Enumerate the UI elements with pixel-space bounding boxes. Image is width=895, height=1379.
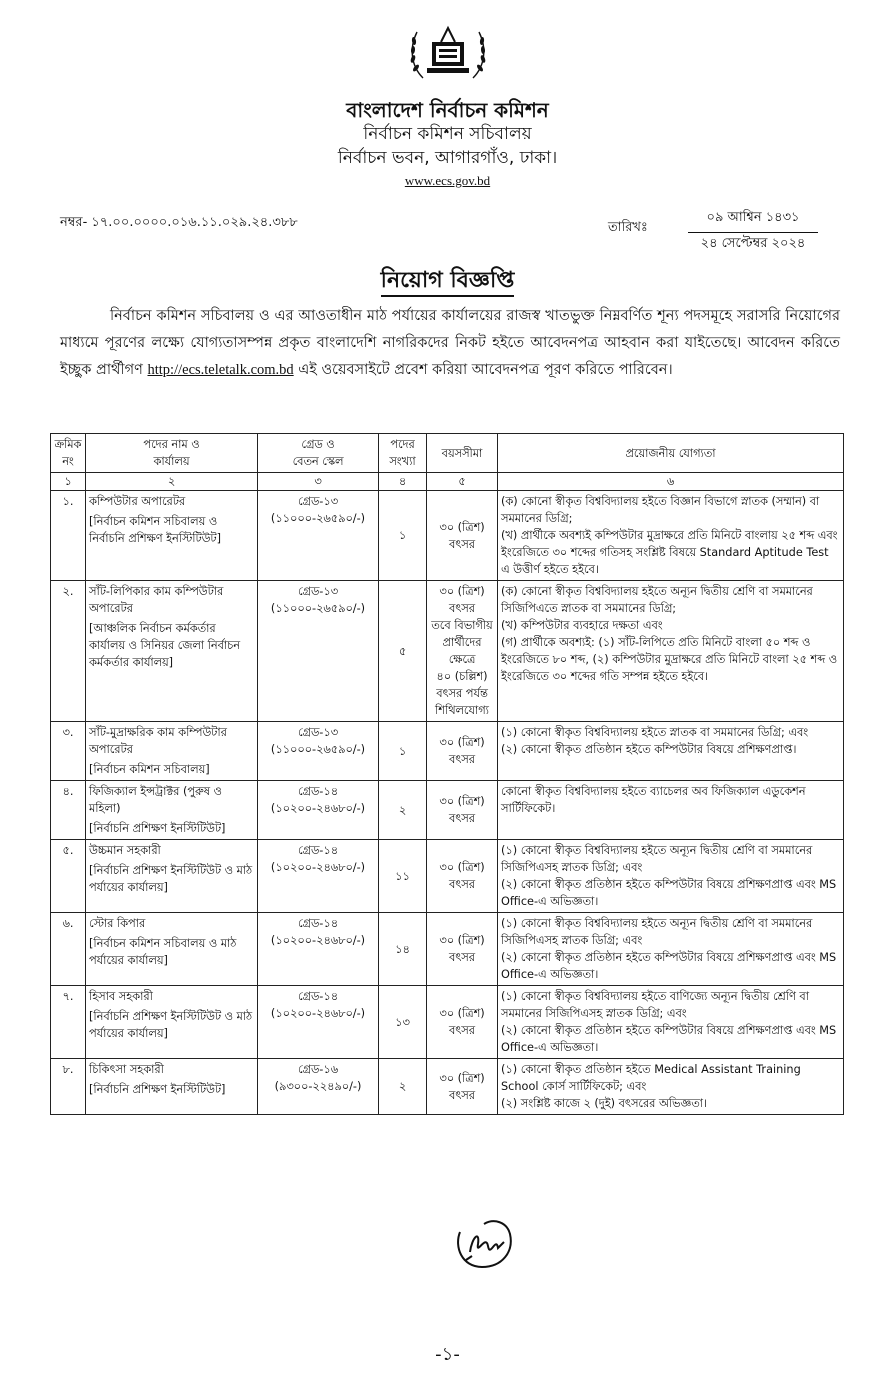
qualification-item: (২) কোনো স্বীকৃত প্রতিষ্ঠান হইতে কম্পিউটার বিষয়ে প্রশিক্ষণপ্রাপ্ত এবং MS Office-এ অভিজ্ঞতা। xyxy=(501,951,837,981)
grade-cell xyxy=(258,986,379,1059)
pay-scale: (৯৩০০-২২৪৯০/-) xyxy=(274,1080,362,1093)
post-office: [আঞ্চলিক নির্বাচন কর্মকর্তার কার্যালয় ও সিনিয়র জেলা নির্বাচন কর্মকর্তার কার্যালয়] xyxy=(89,622,241,669)
post-name: চিকিৎসা সহকারী xyxy=(89,1063,164,1076)
election-commission-emblem-icon xyxy=(403,18,493,86)
org-name: বাংলাদেশ নির্বাচন কমিশন xyxy=(346,98,549,122)
post-name: সাঁট-লিপিকার কাম কম্পিউটার অপারেটর xyxy=(89,585,224,615)
age-line: বৎসর xyxy=(448,1088,475,1102)
post-cell xyxy=(86,722,258,781)
col-index: ৫ xyxy=(427,473,498,491)
serial-cell: ১. xyxy=(51,491,86,581)
post-name: স্টোর কিপার xyxy=(89,917,146,930)
post-name: হিসাব সহকারী xyxy=(89,990,153,1003)
qualification-item: কোনো স্বীকৃত বিশ্ববিদ্যালয় হইতে ব্যাচেলর অব ফিজিক্যাল এডুকেশন সার্টিফিকেট। xyxy=(501,785,806,815)
col-index: ৪ xyxy=(379,473,427,491)
post-name: কম্পিউটার অপারেটর xyxy=(89,495,186,508)
post-name: উচ্চমান সহকারী xyxy=(89,844,161,857)
qualification-item: (খ) প্রার্থীকে অবশ্যই কম্পিউটার মুদ্রাক্ষরে প্রতি মিনিটে বাংলায় ২৫ শব্দ এবং ইংরেজিতে ৩০ শব্দের গতিসহ সংশ্লিষ্ট বিষয়ে Standard Aptitude Test এ উত্তীর্ণ হইতে হইবে। xyxy=(501,529,838,576)
website-link[interactable]: www.ecs.gov.bd xyxy=(404,173,491,188)
age-cell xyxy=(427,781,498,840)
qualification-cell xyxy=(498,722,844,781)
grade: গ্রেড-১৪ xyxy=(297,844,339,857)
pay-scale: (১০২০০-২৪৬৮০/-) xyxy=(270,861,366,874)
pay-scale: (১১০০০-২৬৫৯০/-) xyxy=(270,602,366,615)
qualification-item: (১) কোনো স্বীকৃত বিশ্ববিদ্যালয় হইতে অন্যূন দ্বিতীয় শ্রেণি বা সমমানের সিজিপিএসহ স্নাতক ডিগ্রি; এবং xyxy=(501,917,813,947)
serial-cell: ৮. xyxy=(51,1059,86,1115)
table-header-row xyxy=(51,434,844,473)
address: নির্বাচন ভবন, আগারগাঁও, ঢাকা। xyxy=(337,148,558,168)
table-row xyxy=(51,581,844,722)
notice-title-text: নিয়োগ বিজ্ঞপ্তি xyxy=(381,268,515,297)
column-index-row xyxy=(51,473,844,491)
col-index: ৬ xyxy=(498,473,844,491)
age-line: বৎসর xyxy=(448,951,475,964)
intro-text: নির্বাচন কমিশন সচিবালয় ও এর আওতাধীন মাঠ পর্যায়ের কার্যালয়ের রাজস্ব খাতভুক্ত নিম্নবর্ণিত শূন্য পদসমূহে সরাসরি নিয়োগের মাধ্যমে পূরণের লক্ষ্যে যোগ্যতাসম্পন্ন প্রকৃত বাংলাদেশি নাগরিকদের নিকট হইতে আবেদনপত্র আহবান করা যাইতেছে। আবেদন করিতে ইচ্ছুক প্রার্থীগণ xyxy=(60,308,840,378)
application-url[interactable]: http://ecs.teletalk.com.bd xyxy=(147,362,294,378)
pay-scale: (১১০০০-২৬৫৯০/-) xyxy=(270,743,366,756)
notice-title xyxy=(0,263,895,300)
intro-text-end: এই ওয়েবসাইটে প্রবেশ করিয়া আবেদনপত্র পূরণ করিতে পারিবেন। xyxy=(298,362,673,378)
serial-cell: ৪. xyxy=(51,781,86,840)
count-cell: ১ xyxy=(379,491,427,581)
qualification-item: (২) সংশ্লিষ্ট কাজে ২ (দুই) বৎসরের অভিজ্ঞতা। xyxy=(501,1097,707,1110)
qualification-item: (১) কোনো স্বীকৃত বিশ্ববিদ্যালয় হইতে বাণিজ্যে অন্যূন দ্বিতীয় শ্রেণি বা সমমানের সিজিপিএসহ স্নাতক ডিগ্রি; এবং xyxy=(501,990,809,1020)
age-line: ৩০ (ত্রিশ) xyxy=(439,795,485,808)
post-office: [নির্বাচনি প্রশিক্ষণ ইনস্টিটিউট] xyxy=(89,1083,226,1096)
count-cell: ১ xyxy=(379,722,427,781)
qualification-item: (১) কোনো স্বীকৃত বিশ্ববিদ্যালয় হইতে অন্যূন দ্বিতীয় শ্রেণি বা সমমানের সিজিপিএসহ স্নাতক ডিগ্রি; এবং xyxy=(501,844,813,874)
header-age: বয়সসীমা xyxy=(427,434,498,473)
pay-scale: (১১০০০-২৬৫৯০/-) xyxy=(270,512,366,525)
age-cell xyxy=(427,722,498,781)
header-grade: গ্রেড ও বেতন স্কেল xyxy=(258,434,379,473)
post-cell xyxy=(86,840,258,913)
grade-cell xyxy=(258,491,379,581)
age-line: ৩০ (ত্রিশ) xyxy=(439,585,485,598)
qualification-cell xyxy=(498,913,844,986)
secretariat-name: নির্বাচন কমিশন সচিবালয় xyxy=(363,124,532,144)
qualification-cell xyxy=(498,1059,844,1115)
date-bangla: ০৯ আশ্বিন ১৪৩১ xyxy=(688,208,818,233)
count-cell: ১১ xyxy=(379,840,427,913)
grade-cell xyxy=(258,581,379,722)
qualification-cell xyxy=(498,581,844,722)
post-office: [নির্বাচনি প্রশিক্ষণ ইনস্টিটিউট] xyxy=(89,822,226,835)
count-cell: ১৩ xyxy=(379,986,427,1059)
grade: গ্রেড-১৬ xyxy=(297,1063,339,1076)
qualification-item: (ক) কোনো স্বীকৃত বিশ্ববিদ্যালয় হইতে অন্যূন দ্বিতীয় শ্রেণি বা সমমানের সিজিপিএতে স্নাতক বা সমমানের ডিগ্রি; xyxy=(501,585,813,615)
header-post: পদের নাম ও কার্যালয় xyxy=(86,434,258,473)
age-line: বৎসর xyxy=(448,753,475,766)
count-cell: ১৪ xyxy=(379,913,427,986)
date-label: তারিখঃ xyxy=(608,220,648,235)
qualification-item: (গ) প্রার্থীকে অবশ্যই: (১) সাঁট-লিপিতে প্রতি মিনিটে বাংলা ৫০ শব্দ ও ইংরেজিতে ৮০ শব্দ, (২) কম্পিউটার মুদ্রাক্ষরে প্রতি মিনিটে বাংলা ২৫ শব্দ ও ইংরেজিতে ৩০ শব্দের গতি সম্পন্ন হইতে হইবে। xyxy=(501,636,838,683)
qualification-item: (২) কোনো স্বীকৃত প্রতিষ্ঠান হইতে কম্পিউটার বিষয়ে প্রশিক্ষণপ্রাপ্ত। xyxy=(501,743,797,756)
age-cell xyxy=(427,491,498,581)
table-row xyxy=(51,913,844,986)
header-serial: ক্রমিক নং xyxy=(51,434,86,473)
vacancy-table xyxy=(50,433,844,1115)
count-cell: ২ xyxy=(379,781,427,840)
age-line: বৎসর xyxy=(448,537,475,551)
grade: গ্রেড-১৩ xyxy=(297,585,339,598)
memo-number: নম্বর- ১৭.০০.০০০০.০১৬.১১.০২৯.২৪.৩৮৮ xyxy=(60,215,298,230)
serial-cell: ৩. xyxy=(51,722,86,781)
header-count: পদের সংখ্যা xyxy=(379,434,427,473)
pay-scale: (১০২০০-২৪৬৮০/-) xyxy=(270,1007,366,1020)
qualification-item: (১) কোনো স্বীকৃত প্রতিষ্ঠান হইতে Medical Assistant Training School কোর্স সার্টিফিকেট; এবং xyxy=(501,1063,801,1093)
serial-cell: ২. xyxy=(51,581,86,722)
serial-cell: ৭. xyxy=(51,986,86,1059)
age-line: ৪০ (চল্লিশ) xyxy=(436,670,488,683)
grade: গ্রেড-১৪ xyxy=(297,917,339,930)
col-index: ২ xyxy=(86,473,258,491)
post-office: [নির্বাচন কমিশন সচিবালয় ও মাঠ পর্যায়ের কার্যালয়] xyxy=(89,937,237,967)
post-name: ফিজিক্যাল ইন্সট্রাক্টর (পুরুষ ও মহিলা) xyxy=(89,785,222,815)
count-cell: ২ xyxy=(379,1059,427,1115)
qualification-cell xyxy=(498,986,844,1059)
qualification-item: (ক) কোনো স্বীকৃত বিশ্ববিদ্যালয় হইতে বিজ্ঞান বিভাগে স্নাতক (সম্মান) বা সমমানের ডিগ্রি; xyxy=(501,495,820,525)
age-cell xyxy=(427,913,498,986)
grade: গ্রেড-১৩ xyxy=(297,495,339,508)
age-cell xyxy=(427,986,498,1059)
age-line: ৩০ (ত্রিশ) xyxy=(439,934,485,947)
age-line: শিথিলযোগ্য xyxy=(435,704,489,717)
grade-cell xyxy=(258,840,379,913)
qualification-item: (২) কোনো স্বীকৃত প্রতিষ্ঠান হইতে কম্পিউটার বিষয়ে প্রশিক্ষণপ্রাপ্ত এবং MS Office-এ অভিজ্ঞতা। xyxy=(501,878,837,908)
table-row xyxy=(51,986,844,1059)
post-cell xyxy=(86,986,258,1059)
page-number: -১- xyxy=(435,1344,460,1365)
count-cell: ৫ xyxy=(379,581,427,722)
post-office: [নির্বাচন কমিশন সচিবালয়] xyxy=(89,763,210,776)
grade-cell xyxy=(258,722,379,781)
table-row xyxy=(51,1059,844,1115)
grade: গ্রেড-১৪ xyxy=(297,785,339,798)
age-line: প্রার্থীদের ক্ষেত্রে xyxy=(442,636,482,666)
age-line: ৩০ (ত্রিশ) xyxy=(439,1071,485,1085)
age-cell xyxy=(427,581,498,722)
pay-scale: (১০২০০-২৪৬৮০/-) xyxy=(270,934,366,947)
letterhead xyxy=(0,18,895,192)
age-cell xyxy=(427,1059,498,1115)
grade: গ্রেড-১৪ xyxy=(297,990,339,1003)
serial-cell: ৬. xyxy=(51,913,86,986)
header-qualification: প্রয়োজনীয় যোগ্যতা xyxy=(498,434,844,473)
col-index: ৩ xyxy=(258,473,379,491)
post-cell xyxy=(86,581,258,722)
age-line: বৎসর xyxy=(448,812,475,825)
qualification-cell xyxy=(498,781,844,840)
post-cell xyxy=(86,1059,258,1115)
table-row xyxy=(51,491,844,581)
col-index: ১ xyxy=(51,473,86,491)
serial-cell: ৫. xyxy=(51,840,86,913)
qualification-item: (১) কোনো স্বীকৃত বিশ্ববিদ্যালয় হইতে স্নাতক বা সমমানের ডিগ্রি; এবং xyxy=(501,726,809,739)
grade: গ্রেড-১৩ xyxy=(297,726,339,739)
post-name: সাঁট-মুদ্রাক্ষরিক কাম কম্পিউটার অপারেটর xyxy=(89,726,227,756)
age-line: ৩০ (ত্রিশ) xyxy=(439,736,485,749)
date-english: ২৪ সেপ্টেম্বর ২০২৪ xyxy=(700,236,806,251)
post-cell xyxy=(86,781,258,840)
grade-cell xyxy=(258,1059,379,1115)
post-office: [নির্বাচনি প্রশিক্ষণ ইনস্টিটিউট ও মাঠ পর্যায়ের কার্যালয়] xyxy=(89,864,253,894)
table-row xyxy=(51,781,844,840)
qualification-cell xyxy=(498,840,844,913)
age-line: তবে বিভাগীয় xyxy=(431,619,493,632)
age-line: ৩০ (ত্রিশ) xyxy=(439,1007,485,1020)
qualification-item: (২) কোনো স্বীকৃত প্রতিষ্ঠান হইতে কম্পিউটার বিষয়ে প্রশিক্ষণপ্রাপ্ত এবং MS Office-এ অভিজ্ঞতা। xyxy=(501,1024,837,1054)
pay-scale: (১০২০০-২৪৬৮০/-) xyxy=(270,802,366,815)
qualification-item: (খ) কম্পিউটার ব্যবহারে দক্ষতা এবং xyxy=(501,619,663,632)
post-office: [নির্বাচন কমিশন সচিবালয় ও নির্বাচনি প্রশিক্ষণ ইনস্টিটিউট] xyxy=(89,515,221,545)
grade-cell xyxy=(258,913,379,986)
qualification-cell xyxy=(498,491,844,581)
age-line: বৎসর xyxy=(448,602,475,615)
age-line: বৎসর xyxy=(448,878,475,891)
age-line: বৎসর xyxy=(448,1024,475,1037)
post-cell xyxy=(86,491,258,581)
age-cell xyxy=(427,840,498,913)
post-cell xyxy=(86,913,258,986)
age-line: ৩০ (ত্রিশ) xyxy=(439,520,485,534)
table-row xyxy=(51,722,844,781)
age-line: বৎসর পর্যন্ত xyxy=(436,687,488,700)
grade-cell xyxy=(258,781,379,840)
table-row xyxy=(51,840,844,913)
intro-paragraph xyxy=(60,303,840,384)
post-office: [নির্বাচনি প্রশিক্ষণ ইনস্টিটিউট ও মাঠ পর্যায়ের কার্যালয়] xyxy=(89,1010,253,1040)
signature-icon xyxy=(452,1212,518,1272)
age-line: ৩০ (ত্রিশ) xyxy=(439,861,485,874)
